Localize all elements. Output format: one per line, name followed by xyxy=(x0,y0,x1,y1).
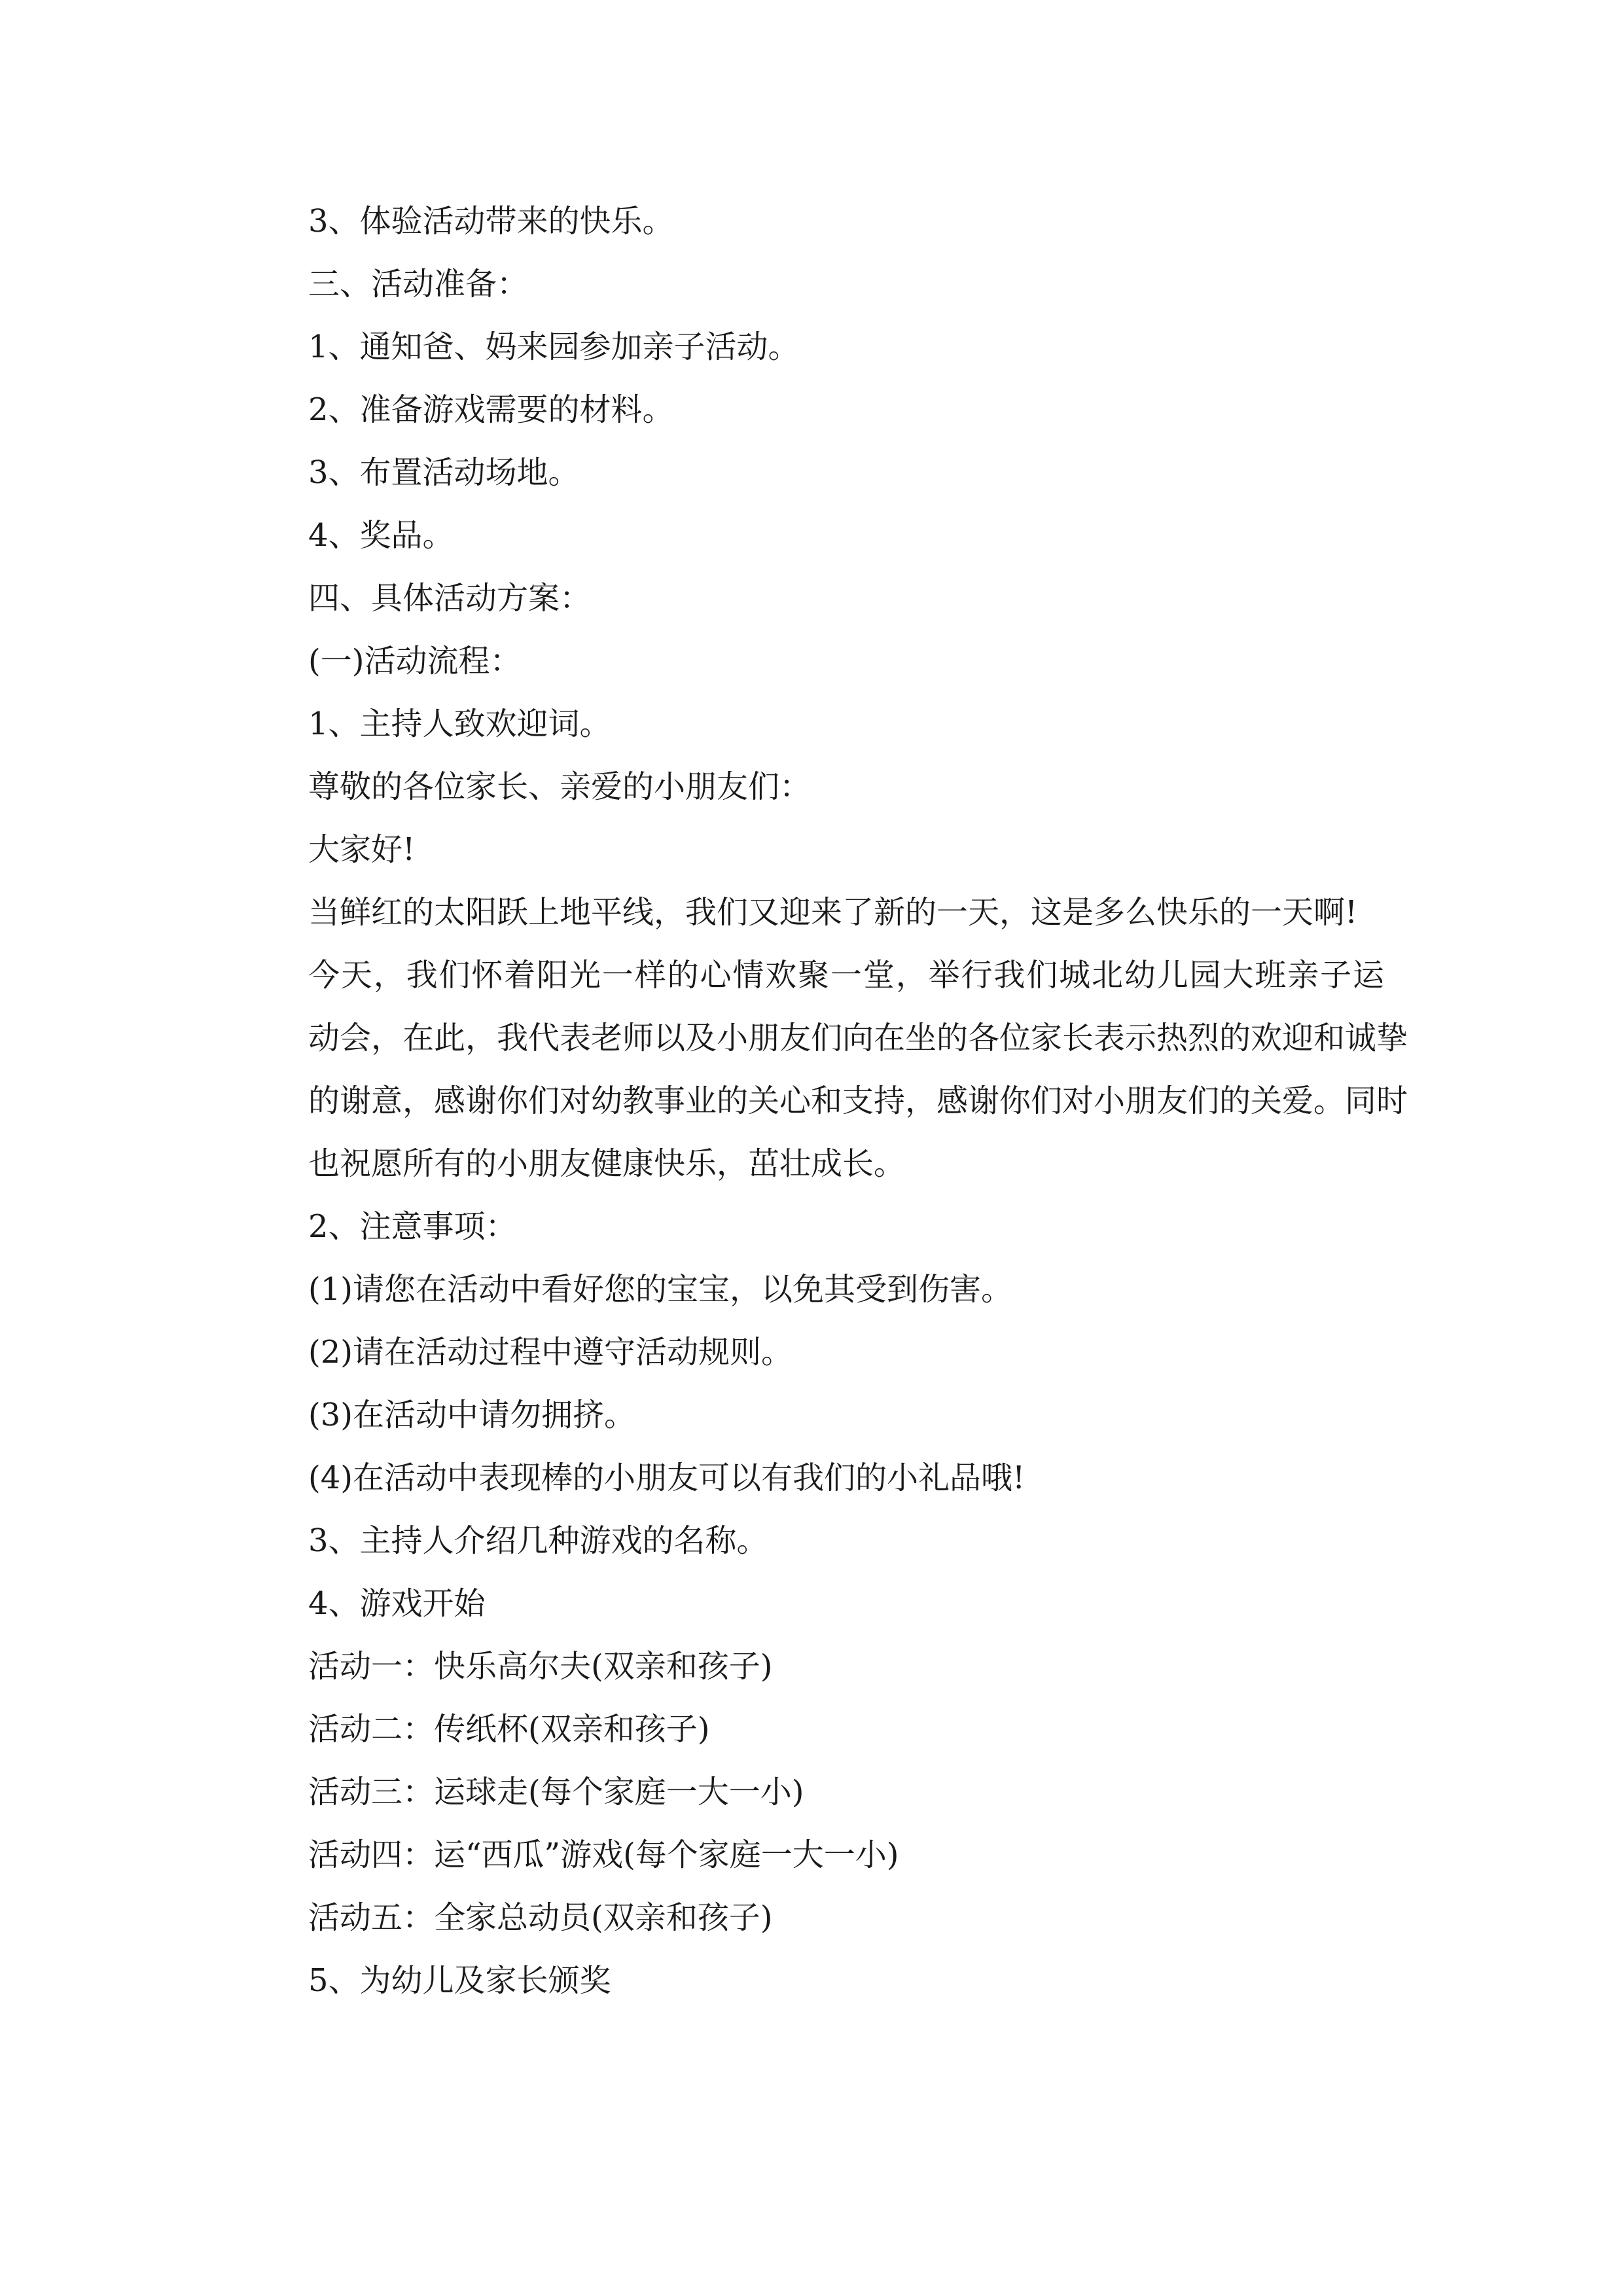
text-line: 当鲜红的太阳跃上地平线，我们又迎来了新的一天，这是多么快乐的一天啊! xyxy=(308,894,1358,931)
section-heading: 四、具体活动方案： xyxy=(308,580,592,617)
salutation: 尊敬的各位家长、亲爱的小朋友们： xyxy=(308,768,812,805)
activity-item: 活动三：运球走(每个家庭一大一小) xyxy=(308,1774,804,1810)
welcome-paragraph xyxy=(245,944,1408,1195)
paragraph-line: 也祝愿所有的小朋友健康快乐，茁壮成长。 xyxy=(308,1145,906,1182)
text-line: 5、为幼儿及家长颁奖 xyxy=(308,1962,611,1999)
list-item: (4)在活动中表现棒的小朋友可以有我们的小礼品哦! xyxy=(308,1460,1026,1496)
text-line: 3、布置活动场地。 xyxy=(308,454,580,491)
list-item: (3)在活动中请勿拥挤。 xyxy=(308,1397,635,1433)
text-line: 3、体验活动带来的快乐。 xyxy=(308,203,674,240)
section-heading: 三、活动准备： xyxy=(308,266,529,302)
activity-item: 活动二：传纸杯(双亲和孩子) xyxy=(308,1711,710,1748)
text-line: 2、准备游戏需要的材料。 xyxy=(308,391,674,428)
text-line: 4、游戏开始 xyxy=(308,1585,486,1622)
text-line: 3、主持人介绍几种游戏的名称。 xyxy=(308,1522,768,1559)
text-line: 4、奖品。 xyxy=(308,517,454,554)
activity-item: 活动一：快乐高尔夫(双亲和孩子) xyxy=(308,1648,773,1685)
list-item: (2)请在活动过程中遵守活动规则。 xyxy=(308,1334,793,1371)
paragraph-line: 的谢意，感谢你们对幼教事业的关心和支持，感谢你们对小朋友们的关爱。同时 xyxy=(308,1083,1408,1119)
greeting: 大家好! xyxy=(308,831,416,868)
subsection-heading: (一)活动流程： xyxy=(308,643,522,679)
document-body xyxy=(245,190,1408,2012)
activity-item: 活动四：运“西瓜”游戏(每个家庭一大一小) xyxy=(308,1837,899,1873)
paragraph-line: 动会，在此，我代表老师以及小朋友们向在坐的各位家长表示热烈的欢迎和诚挚 xyxy=(308,1020,1408,1056)
activity-item: 活动五：全家总动员(双亲和孩子) xyxy=(308,1899,773,1936)
list-item: (1)请您在活动中看好您的宝宝，以免其受到伤害。 xyxy=(308,1271,1012,1308)
text-line: 2、注意事项： xyxy=(308,1208,517,1245)
text-line: 1、主持人致欢迎词。 xyxy=(308,706,611,742)
text-line: 1、通知爸、妈来园参加亲子活动。 xyxy=(308,329,800,365)
paragraph-line: 今天，我们怀着阳光一样的心情欢聚一堂，举行我们城北幼儿园大班亲子运 xyxy=(308,957,1384,994)
